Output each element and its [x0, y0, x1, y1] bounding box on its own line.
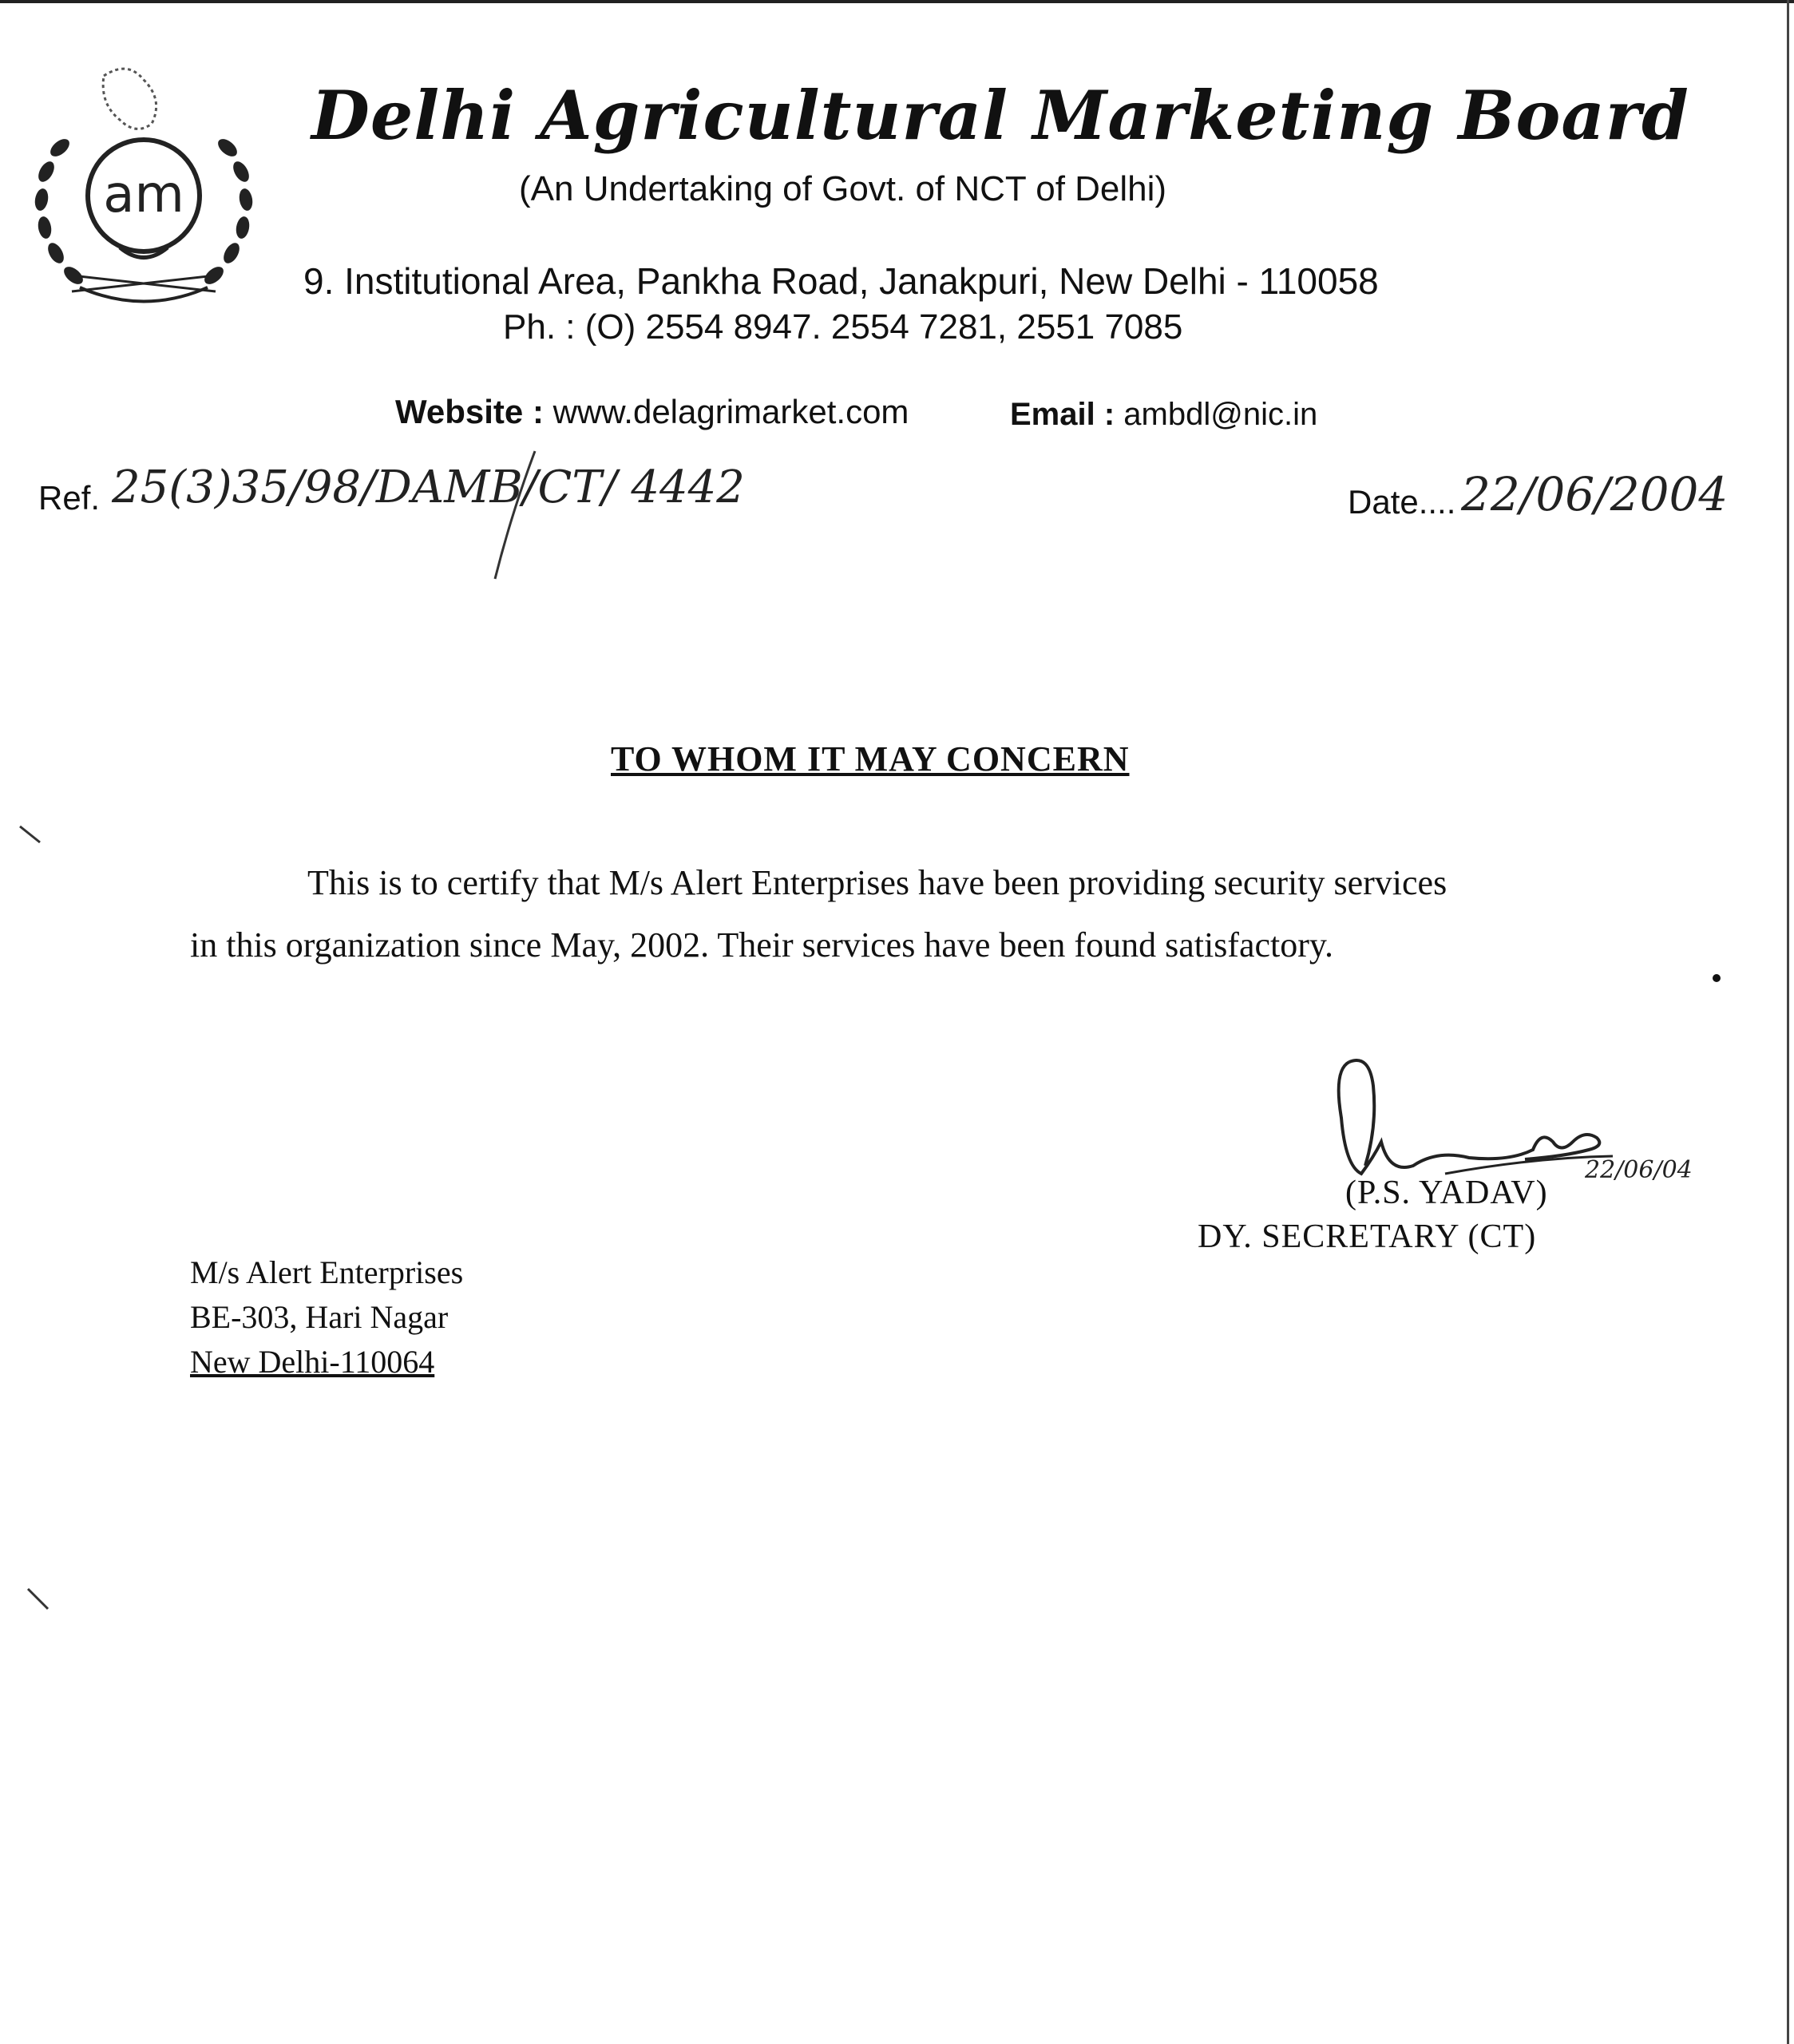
signatory-name: (P.S. YADAV)	[1345, 1175, 1548, 1211]
signature-date: 22/06/04	[1585, 1156, 1693, 1184]
ref-pen-stroke	[479, 443, 551, 587]
organization-phone: Ph. : (O) 2554 8947. 2554 7281, 2551 7085	[503, 307, 1183, 347]
email-line	[1010, 397, 1317, 433]
website-link[interactable]: www.delagrimarket.com	[552, 393, 909, 430]
date-label: Date....	[1348, 483, 1456, 521]
letter-body-line-1: This is to certify that M/s Alert Enterprises have been providing security services	[307, 863, 1447, 902]
board-logo-icon	[24, 44, 263, 307]
letter-heading: TO WHOM IT MAY CONCERN	[611, 739, 1130, 778]
right-border	[1787, 0, 1789, 2044]
scan-mark	[24, 1585, 56, 1617]
organization-name: Delhi Agricultural Marketing Board	[311, 76, 1689, 155]
email-label: Email :	[1010, 397, 1115, 432]
email-link[interactable]: ambdl@nic.in	[1123, 397, 1318, 432]
organization-address: 9. Institutional Area, Pankha Road, Janakpuri, New Delhi - 110058	[303, 260, 1379, 302]
website-label: Website :	[395, 393, 544, 430]
ref-label: Ref.	[38, 479, 101, 517]
scan-mark	[16, 822, 48, 854]
letter-body-line-2: in this organization since May, 2002. Their services have been found satisfactory.	[190, 925, 1334, 965]
addressee-line-2: BE-303, Hari Nagar	[190, 1299, 449, 1335]
ref-number-handwritten: 25(3)35/98/DAMB/CT/ 4442	[112, 461, 745, 513]
scan-dot	[1709, 970, 1725, 986]
website-line	[395, 393, 909, 431]
organization-subtitle: (An Undertaking of Govt. of NCT of Delhi)	[519, 169, 1167, 208]
addressee-line-1: M/s Alert Enterprises	[190, 1254, 464, 1290]
date-handwritten: 22/06/2004	[1461, 467, 1729, 521]
signatory-designation: DY. SECRETARY (CT)	[1198, 1218, 1537, 1255]
top-border	[0, 0, 1794, 3]
logo-text: am	[103, 165, 184, 224]
addressee-line-3: New Delhi-110064	[190, 1344, 435, 1380]
